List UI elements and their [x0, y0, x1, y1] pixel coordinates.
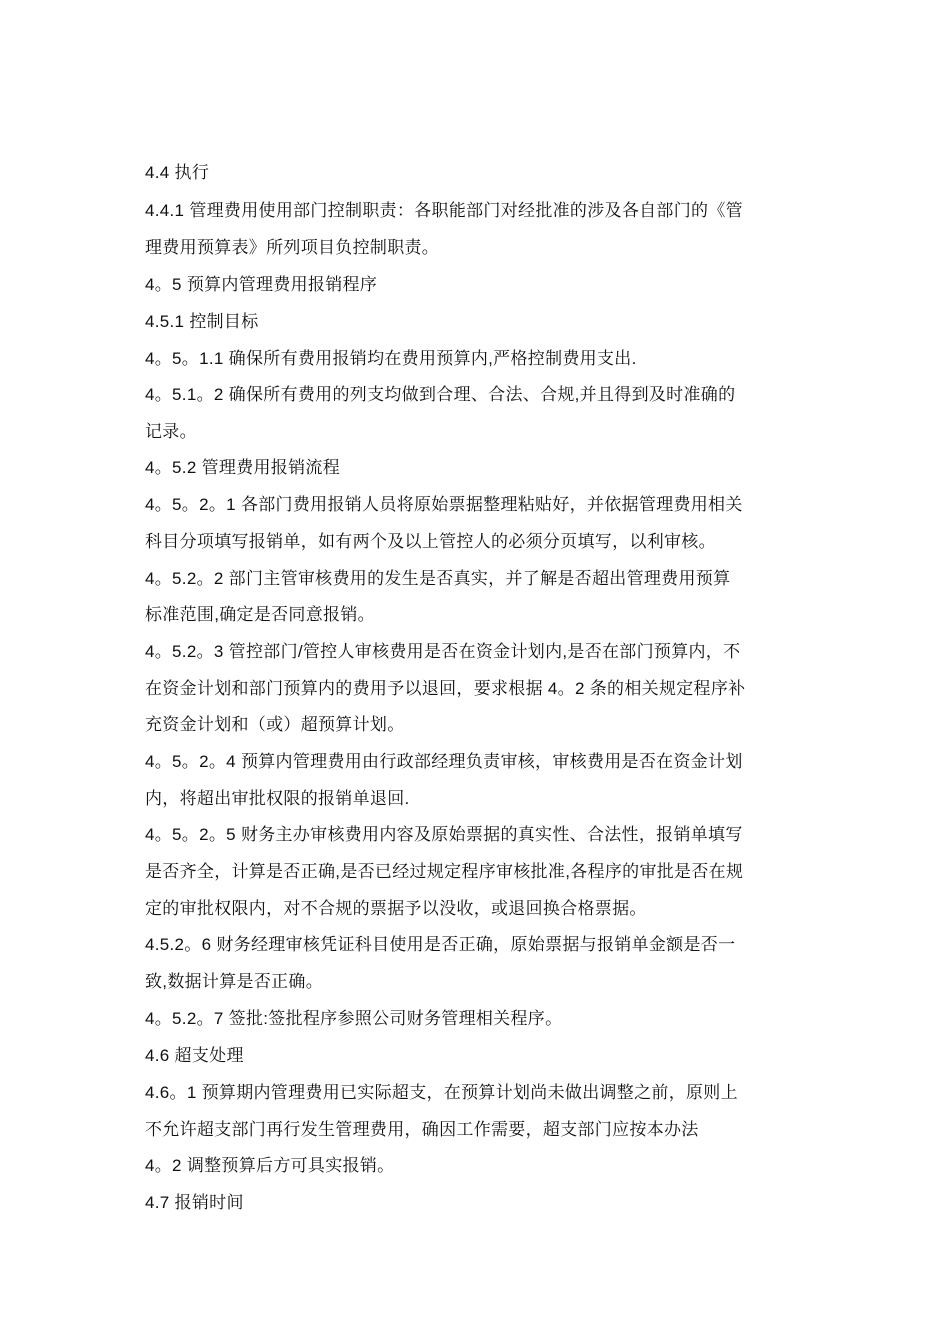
paragraph-4-6-1-line-2: 不允许超支部门再行发生管理费用，确因工作需要，超支部门应按本办法	[145, 1120, 699, 1139]
paragraph-4-5-2-6-line-1: 4.5.2。6 财务经理审核凭证科目使用是否正确，原始票据与报销单金额是否一	[145, 935, 736, 954]
paragraph-4-5-2-4-line-2: 内，将超出审批权限的报销单退回.	[145, 789, 410, 808]
paragraph-4-5-2-2-line-2: 标准范围,确定是否同意报销。	[145, 605, 375, 624]
paragraph-4-5-1-2-line-1: 4。5.1。2 确保所有费用的列支均做到合理、合法、合规,并且得到及时准确的	[145, 385, 736, 404]
paragraph-4-5-2-5-line-1: 4。5。2。5 财务主办审核费用内容及原始票据的真实性、合法性，报销单填写	[145, 825, 743, 844]
paragraph-4-5-2-3-line-1: 4。5.2。3 管控部门/管控人审核费用是否在资金计划内,是否在部门预算内，不	[145, 642, 741, 661]
subsection-heading-4-5-2: 4。5.2 管理费用报销流程	[145, 458, 341, 477]
paragraph-4-4-1-line-1: 4.4.1 管理费用使用部门控制职责：各职能部门对经批准的涉及各自部门的《管	[145, 201, 743, 220]
paragraph-4-5-2-5-line-2: 是否齐全，计算是否正确,是否已经过规定程序审核批准,各程序的审批是否在规	[145, 862, 744, 881]
paragraph-4-5-2-2-line-1: 4。5.2。2 部门主管审核费用的发生是否真实，并了解是否超出管理费用预算	[145, 569, 731, 588]
paragraph-4-5-1-2-line-2: 记录。	[145, 422, 197, 441]
paragraph-4-4-1-line-2: 理费用预算表》所列项目负控制职责。	[145, 238, 440, 257]
paragraph-4-5-2-7: 4。5.2。7 签批:签批程序参照公司财务管理相关程序。	[145, 1009, 563, 1028]
section-heading-4-5: 4。5 预算内管理费用报销程序	[145, 275, 378, 294]
section-heading-4-6: 4.6 超支处理	[145, 1046, 244, 1065]
paragraph-4-5-2-3-line-3: 充资金计划和（或）超预算计划。	[145, 715, 405, 734]
section-heading-4-4: 4.4 执行	[145, 163, 210, 182]
paragraph-4-5-2-4-line-1: 4。5。2。4 预算内管理费用由行政部经理负责审核，审核费用是否在资金计划	[145, 752, 743, 771]
paragraph-4-5-1-1: 4。5。1.1 确保所有费用报销均在费用预算内,严格控制费用支出.	[145, 349, 637, 368]
paragraph-4-6-1-line-3: 4。2 调整预算后方可具实报销。	[145, 1156, 395, 1175]
paragraph-4-5-2-3-line-2: 在资金计划和部门预算内的费用予以退回，要求根据 4。2 条的相关规定程序补	[145, 679, 746, 698]
subsection-heading-4-5-1: 4.5.1 控制目标	[145, 312, 259, 331]
paragraph-4-5-2-1-line-1: 4。5。2。1 各部门费用报销人员将原始票据整理粘贴好，并依据管理费用相关	[145, 495, 743, 514]
paragraph-4-5-2-6-line-2: 致,数据计算是否正确。	[145, 972, 324, 991]
paragraph-4-6-1-line-1: 4.6。1 预算期内管理费用已实际超支，在预算计划尚未做出调整之前，原则上	[145, 1083, 738, 1102]
section-heading-4-7: 4.7 报销时间	[145, 1193, 244, 1212]
paragraph-4-5-2-5-line-3: 定的审批权限内，对不合规的票据予以没收，或退回换合格票据。	[145, 899, 647, 918]
paragraph-4-5-2-1-line-2: 科目分项填写报销单，如有两个及以上管控人的必须分页填写，以利审核。	[145, 532, 716, 551]
